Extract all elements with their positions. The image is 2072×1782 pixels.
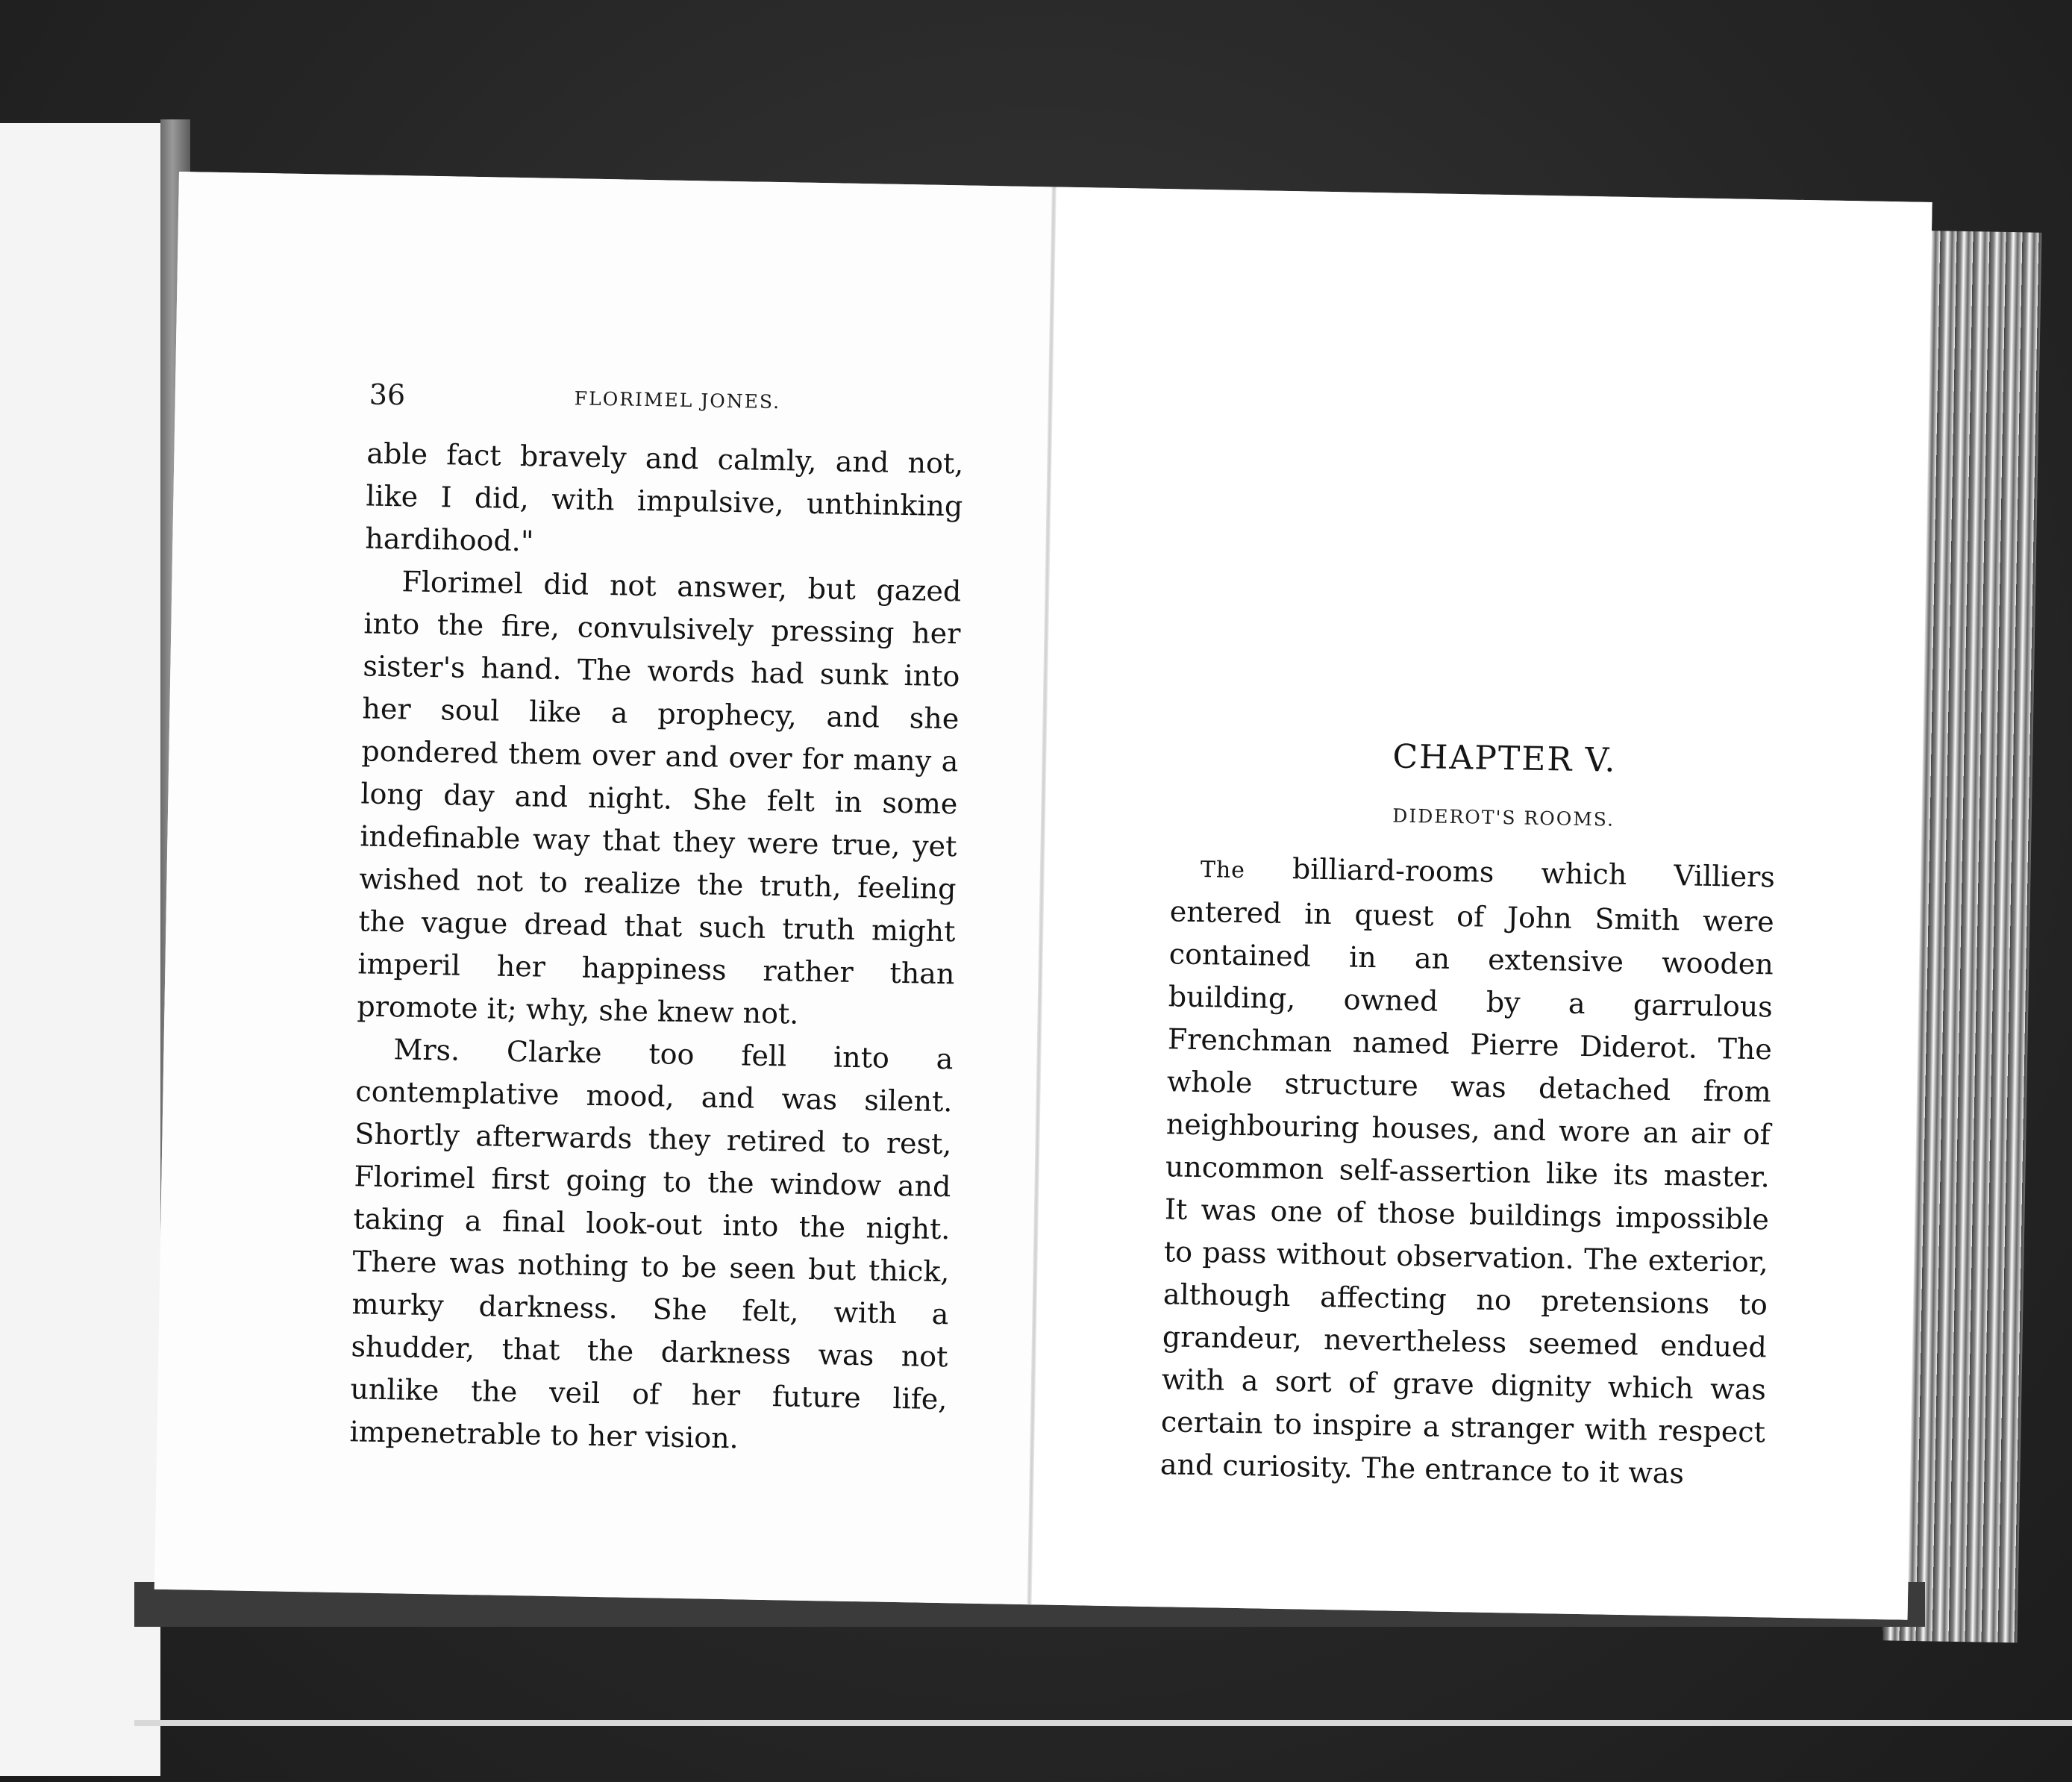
lead-word: The xyxy=(1200,857,1246,884)
paragraph-body: billiard-rooms which Villiers entered in quest of John Smith were contained in an extensive wooden building, owned by a garrulous Frenchman named Pierre Diderot. The whole structure was detached from neighbouring houses, and wore an air of uncommon self-assertion like its master. It was one of those buildings impossible to pass without observation. The exterior, although affecting no pretensions to grandeur, nevertheless seemed endued with a sort of grave dignity which was certain to inspire a stranger with respect and curiosity. The entrance to it was xyxy=(1159,851,1776,1490)
paragraph: Mrs. Clarke too fell into a contemplative mood, and was silent. Shortly afterwards they retired to rest, Florimel first going to the window and taking a final look-out into the night. There was nothing to be seen but thick, murky darkness. She felt, with a shudder, that the darkness was not unlike the veil of her future life, impenetrable to her vision. xyxy=(349,1033,954,1455)
adjacent-page-strip xyxy=(0,123,160,1776)
chapter-subtitle: DIDEROT'S ROOMS. xyxy=(1392,804,1615,831)
running-head-title: FLORIMEL JONES. xyxy=(574,387,781,413)
paragraph: Florimel did not answer, but gazed into the fire, convulsively pressing her sister's hand. The words had sunk into her soul like a prophecy, and she pondered them over and over for many a long day and night. She felt in some indefinable way that they were true, yet wished not to realize the truth, feeling the vague dread that such truth might imperil her happiness rather than promote it; why, she knew not. xyxy=(357,565,962,1031)
right-page-text xyxy=(1159,845,1775,1496)
page-number: 36 xyxy=(369,378,406,412)
chapter-title: CHAPTER V. xyxy=(1392,737,1617,780)
open-book xyxy=(154,172,1932,1620)
scanner-light-line xyxy=(134,1720,2072,1726)
left-page-text xyxy=(349,432,964,1463)
paragraph xyxy=(1159,845,1775,1496)
paragraph: able fact bravely and calmly, and not, like I did, with impulsive, unthinking hardihood." xyxy=(365,437,964,558)
